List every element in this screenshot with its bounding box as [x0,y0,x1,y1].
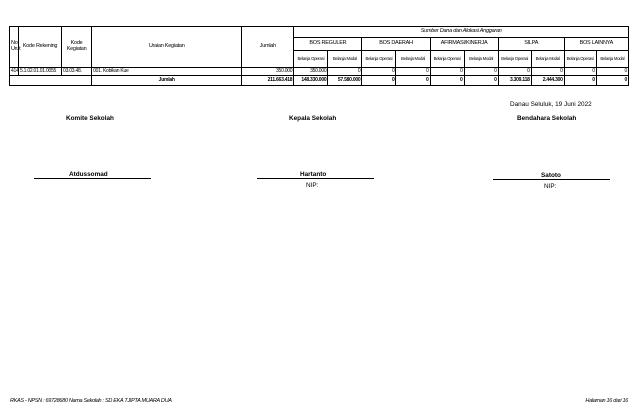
total-value: 0 [430,76,464,86]
total-value: 0 [362,76,396,86]
total-value: 148.330.000 [294,76,328,86]
header-sub-modal: Belanja Modal [464,51,498,68]
header-kode-kegiatan: Kode Kegiatan [62,27,92,68]
header-kode-rekening: Kode Rekening [19,27,62,68]
komite-role: Komite Sekolah [66,115,114,122]
cell-value: 0 [396,68,430,76]
total-value: 2.444.300 [531,76,564,86]
komite-name: Atdussomad [69,171,108,178]
header-sumber-dana: Sumber Dana dan Alokasi Anggaran [294,27,629,38]
cell-value: 350.000 [294,68,328,76]
header-no: No Urut [10,27,19,68]
total-value: 0 [596,76,628,86]
footer-left: RKAS - NPSN : 69728680 Nama Sekolah : SD EKA TJIPTA MUARA DUA [10,398,172,404]
header-sub-operasi: Belanja Operasi [362,51,396,68]
cell-uraian: 001. Kobikan Kue [92,68,242,76]
cell-value: 0 [464,68,498,76]
header-sub-operasi: Belanja Operasi [294,51,328,68]
total-value: 0 [564,76,596,86]
cell-value: 0 [531,68,564,76]
cell-jumlah: 350.000 [242,68,294,76]
header-sub-modal: Belanja Modal [596,51,628,68]
header-group: BOS DAERAH [362,38,430,51]
header-uraian: Uraian Kegiatan [92,27,242,68]
cell-no: 414 [11,67,19,74]
place-date: Danau Seluluk, 19 Juni 2022 [510,101,592,108]
header-sub-modal: Belanja Modal [328,51,362,68]
bendahara-signature-line [493,179,610,180]
header-group: AFIRMASI/KINERJA [430,38,498,51]
komite-signature-line [34,178,151,179]
total-value: 3.309.118 [498,76,531,86]
header-sub-modal: Belanja Modal [531,51,564,68]
cell-value: 0 [596,68,628,76]
rkas-table [9,26,629,86]
table-row [10,68,629,76]
cell-value: 0 [564,68,596,76]
cell-value: 0 [328,68,362,76]
bendahara-role: Bendahara Sekolah [517,115,577,122]
header-group: BOS LAINNYA [564,38,628,51]
total-label: Jumlah [92,76,242,86]
cell-kode-rekening: 5.1.02.01.01.0055 [19,68,62,76]
total-jumlah: 211.663.418 [242,76,294,86]
header-sub-operasi: Belanja Operasi [498,51,531,68]
total-blank [10,76,92,86]
kepala-name: Hartanto [300,171,327,178]
total-value: 57.580.000 [328,76,362,86]
total-value: 0 [396,76,430,86]
total-value: 0 [464,76,498,86]
total-row [10,76,629,86]
cell-value: 0 [498,68,531,76]
kepala-signature-line [257,178,374,179]
header-group: BOS REGULER [294,38,362,51]
header-row-title [10,27,629,38]
cell-value: 0 [430,68,464,76]
kepala-nip: NIP: [306,182,319,189]
cell-value: 0 [362,68,396,76]
bendahara-nip: NIP: [544,183,557,190]
bendahara-name: Satoto [541,172,561,179]
footer-page: Halaman 16 dari 16 [585,398,628,404]
header-sub-operasi: Belanja Operasi [430,51,464,68]
cell-kode-kegiatan: 03.03.48. [62,68,92,76]
header-jumlah: Jumlah [242,27,294,68]
kepala-role: Kepala Sekolah [289,115,337,122]
header-sub-operasi: Belanja Operasi [564,51,596,68]
header-group: SILPA [498,38,564,51]
header-sub-modal: Belanja Modal [396,51,430,68]
